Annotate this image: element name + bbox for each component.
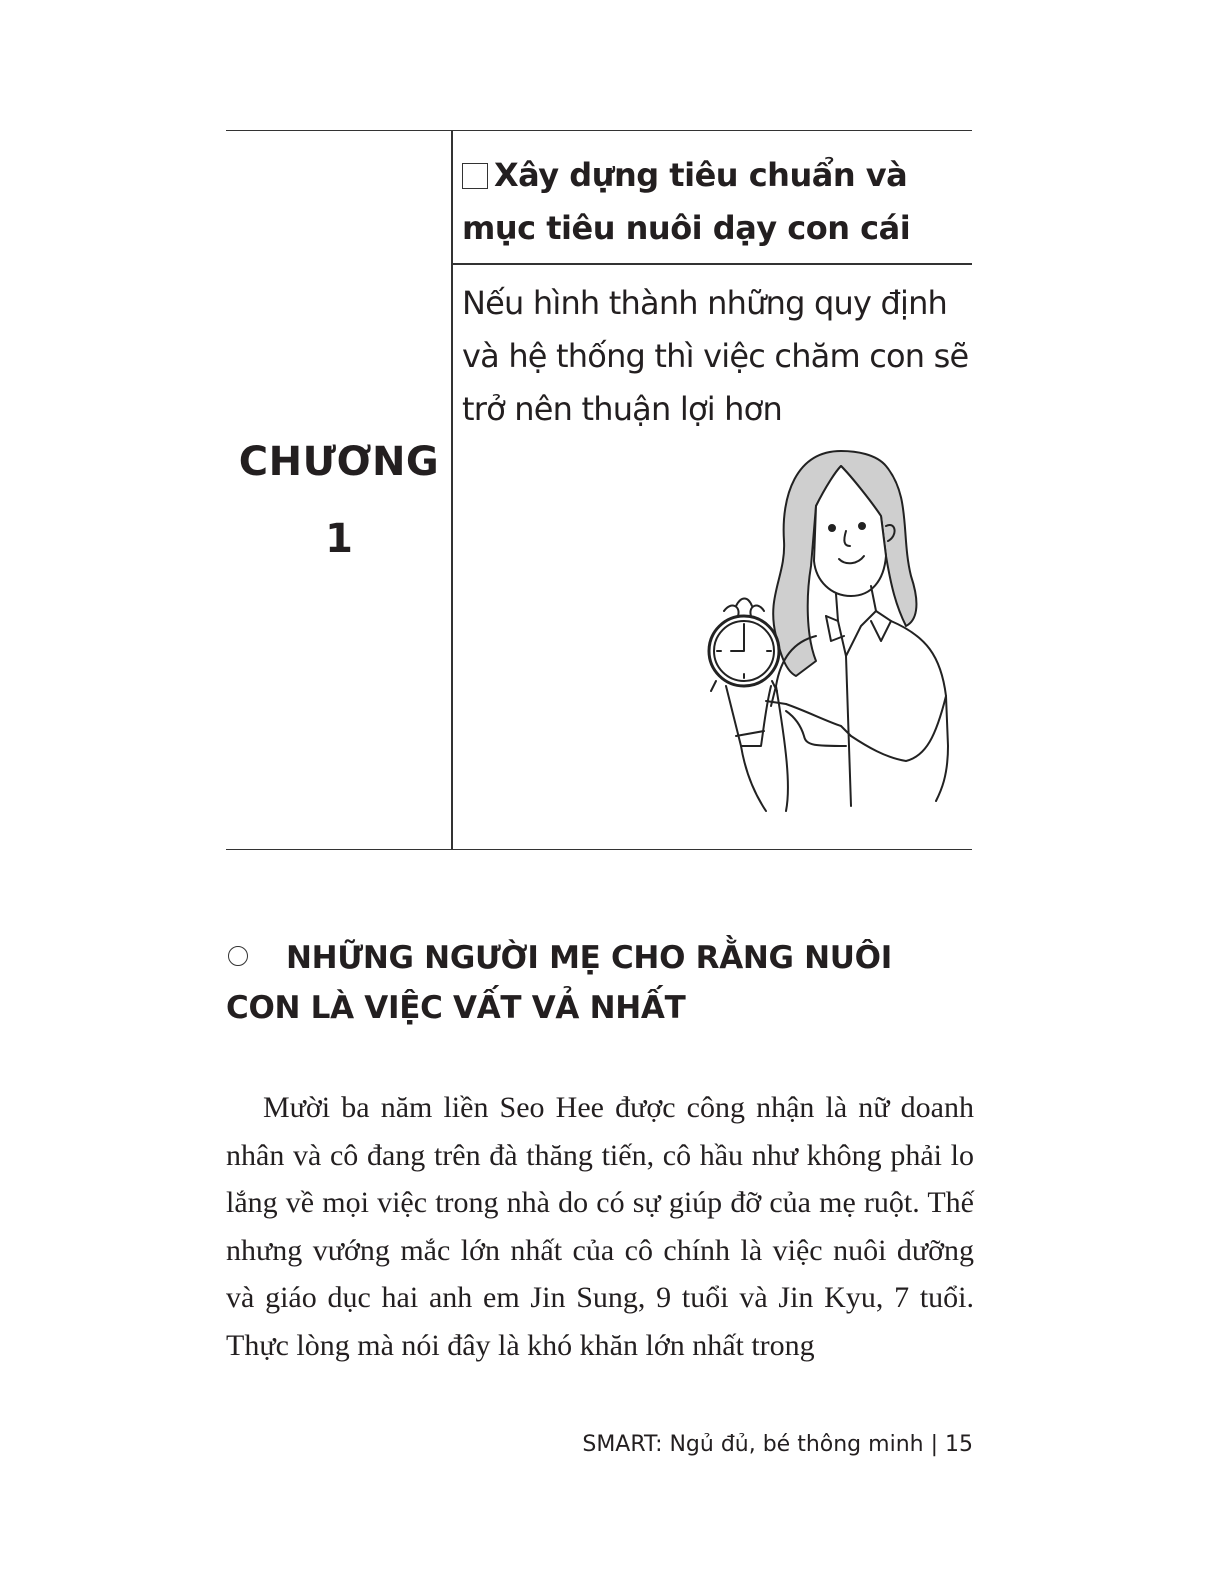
checkbox-square-icon xyxy=(462,163,488,189)
row-divider xyxy=(452,263,972,265)
column-divider xyxy=(451,131,453,849)
woman-with-alarm-clock-illustration xyxy=(686,446,966,816)
section-heading xyxy=(226,933,974,1033)
footer-separator: | xyxy=(930,1432,938,1457)
chapter-summary-box xyxy=(226,130,972,850)
section-heading-text: NHỮNG NGƯỜI MẸ CHO RẰNG NUÔI CON LÀ VIỆC VẤT VẢ NHẤT xyxy=(226,940,892,1026)
chapter-label: CHƯƠNG xyxy=(238,439,440,485)
summary-title xyxy=(462,149,972,255)
running-title: SMART: Ngủ đủ, bé thông minh xyxy=(582,1432,924,1457)
circle-bullet-icon xyxy=(228,946,248,966)
chapter-label-column xyxy=(226,131,452,849)
page-number: 15 xyxy=(945,1432,973,1457)
body-text xyxy=(226,1084,974,1369)
summary-title-text: Xây dựng tiêu chuẩn và mục tiêu nuôi dạy con cái xyxy=(462,156,911,247)
summary-description: Nếu hình thành những quy định và hệ thống thì việc chăm con sẽ trở nên thuận lợi hơn xyxy=(462,284,969,428)
page-footer xyxy=(560,1432,973,1457)
body-paragraph: Mười ba năm liền Seo Hee được công nhận là nữ doanh nhân và cô đang trên đà thăng tiến, cô hầu như không phải lo lắng về mọi việc trong nhà do có sự giúp đỡ của mẹ ruột. Thế nhưng vướng mắc lớn nhất của cô chính là việc nuôi dưỡng và giáo dục hai anh em Jin Sung, 9 tuổi và Jin Kyu, 7 tuổi. Thực lòng mà nói đây là khó khăn lớn nhất trong xyxy=(226,1091,974,1362)
chapter-number: 1 xyxy=(325,516,353,562)
